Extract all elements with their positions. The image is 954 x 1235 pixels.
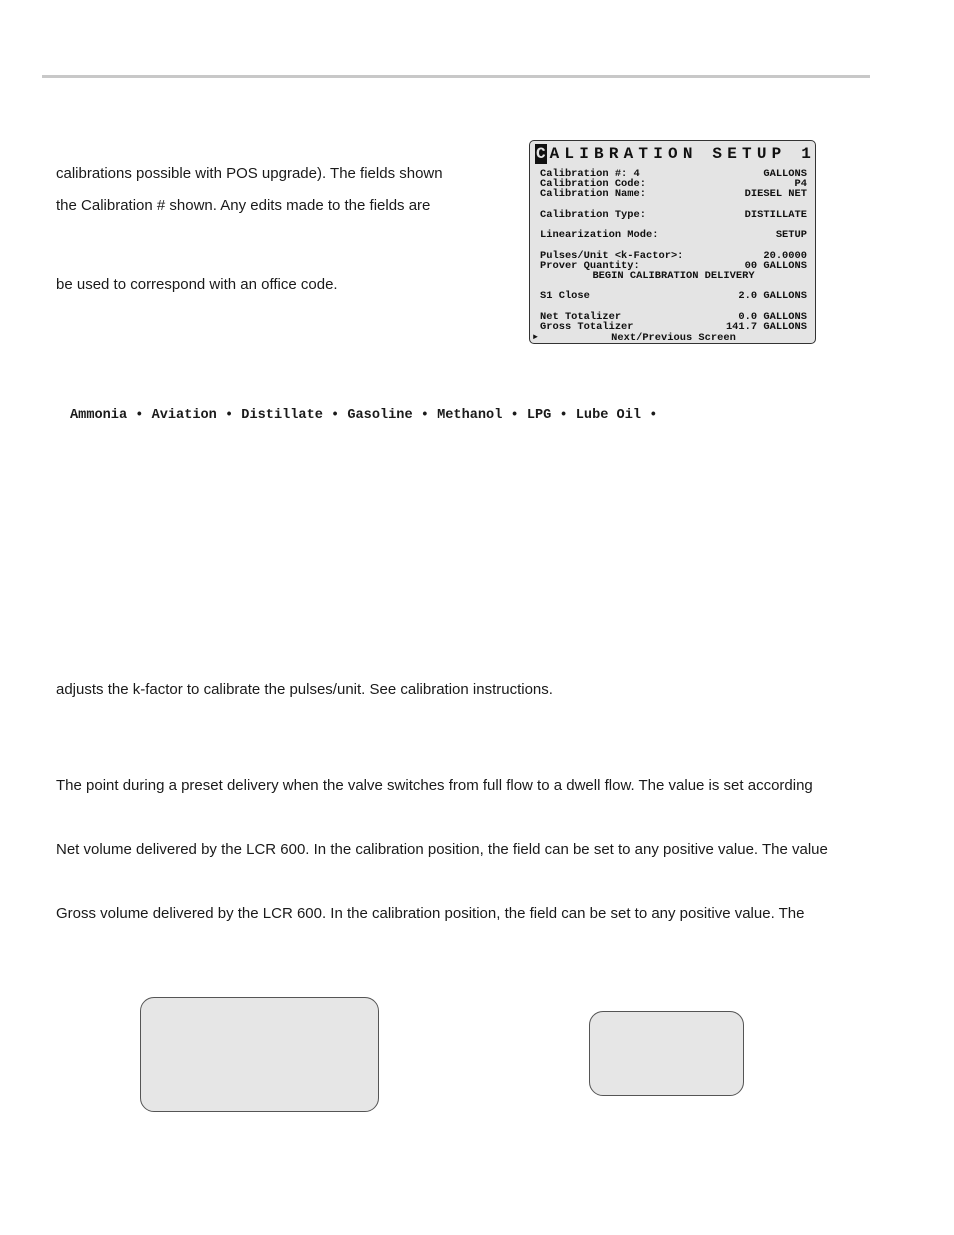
lcd-row-s1-close[interactable]: S1 Close 2.0 GALLONS xyxy=(540,290,807,302)
lcd-row-prover-quantity[interactable]: Prover Quantity: 00 GALLONS xyxy=(540,260,807,272)
lcd-row-calibration-code[interactable]: Calibration Code: P4 xyxy=(540,178,807,190)
lcd-begin-calibration-delivery[interactable]: BEGIN CALIBRATION DELIVERY xyxy=(592,270,755,282)
lcd-row-linearization-mode[interactable]: Linearization Mode: SETUP xyxy=(540,229,807,241)
nav-arrow-icon: ► xyxy=(533,333,538,342)
paragraph-gross-totalizer: Gross volume delivered by the LCR 600. In the calibration position, the field can be set to any positive value. The xyxy=(56,905,805,922)
lcd-row-calibration-name[interactable]: Calibration Name: DIESEL NET xyxy=(540,188,807,200)
lcd-next-previous-screen[interactable]: Next/Previous Screen xyxy=(611,332,736,344)
paragraph-office-code: be used to correspond with an office code. xyxy=(56,276,338,293)
lcd-title-text: ALIBRATION SETUP 1 xyxy=(549,145,817,163)
lcd-title xyxy=(535,144,816,164)
paragraph-s1-close: The point during a preset delivery when the valve switches from full flow to a dwell flow. The value is set according xyxy=(56,777,813,794)
lcd-row-net-totalizer[interactable]: Net Totalizer 0.0 GALLONS xyxy=(540,311,807,323)
lcd-row-pulses-per-unit[interactable]: Pulses/Unit <k-Factor>: 20.0000 xyxy=(540,250,807,262)
lcd-row-calibration-type[interactable]: Calibration Type: DISTILLATE xyxy=(540,209,807,221)
screen-panel-left xyxy=(140,997,379,1112)
lcd-row-calibration-number[interactable]: Calibration #: 4 GALLONS xyxy=(540,168,807,180)
lcd-row-gross-totalizer[interactable]: Gross Totalizer 141.7 GALLONS xyxy=(540,321,807,333)
header-rule xyxy=(42,75,870,78)
fuel-types-list: Ammonia • Aviation • Distillate • Gasoline • Methanol • LPG • Lube Oil • xyxy=(70,408,658,423)
paragraph-calibrations: calibrations possible with POS upgrade). The fields shown xyxy=(56,165,443,182)
paragraph-calibration-number: the Calibration # shown. Any edits made to the fields are xyxy=(56,197,431,214)
screen-panel-right xyxy=(589,1011,744,1096)
calibration-setup-screen xyxy=(529,140,816,344)
paragraph-net-totalizer: Net volume delivered by the LCR 600. In the calibration position, the field can be set to any positive value. The value xyxy=(56,841,828,858)
lcd-cursor[interactable]: C xyxy=(536,145,546,163)
paragraph-k-factor: adjusts the k-factor to calibrate the pulses/unit. See calibration instructions. xyxy=(56,681,553,698)
